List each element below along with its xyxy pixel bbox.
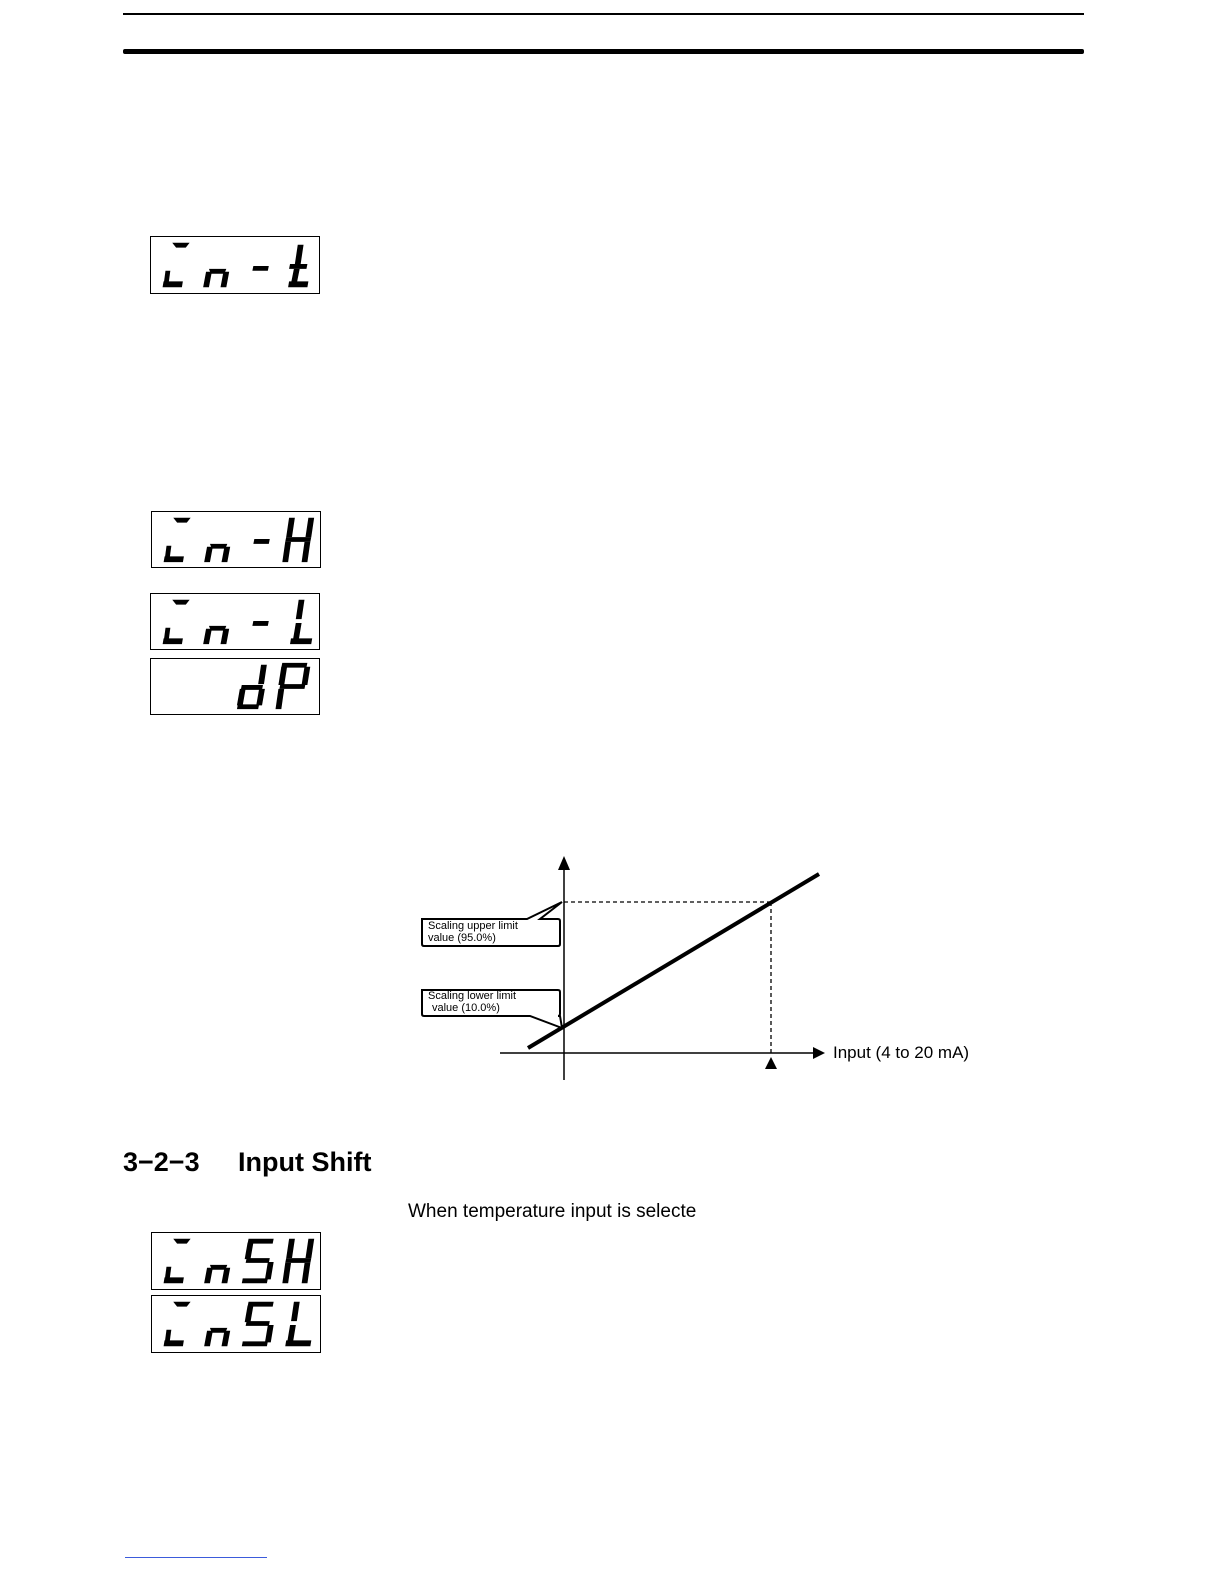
- input-marker: [765, 1057, 777, 1069]
- x-axis-label: Input (4 to 20 mA): [833, 1043, 970, 1062]
- callout-upper-line1: Scaling upper limit: [428, 920, 518, 932]
- section-title: Input Shift: [238, 1147, 372, 1177]
- y-axis-arrow: [558, 856, 570, 870]
- callout-lower-line2: value (10.0%): [432, 1002, 500, 1014]
- lcd-display-insh: [151, 1232, 321, 1290]
- lcd-display-dp: [150, 658, 320, 715]
- lcd-display-insl: [151, 1295, 321, 1353]
- series-line: [528, 874, 819, 1048]
- callout-upper-line2: value (95.0%): [428, 932, 496, 944]
- section-number: 3−2−3: [123, 1147, 200, 1177]
- body-text: When temperature input is selecte: [408, 1201, 697, 1222]
- callout-lower-line1: Scaling lower limit: [428, 990, 517, 1002]
- scaling-chart: [400, 850, 1020, 1090]
- x-axis-arrow: [813, 1047, 825, 1059]
- footer-link-underline[interactable]: [125, 1557, 267, 1558]
- header-rule-thin: [123, 13, 1084, 15]
- lcd-display-in-t: [150, 236, 320, 294]
- lcd-display-in-l: [150, 593, 320, 650]
- header-rule-thick: [123, 49, 1084, 54]
- lcd-display-in-h: [151, 511, 321, 568]
